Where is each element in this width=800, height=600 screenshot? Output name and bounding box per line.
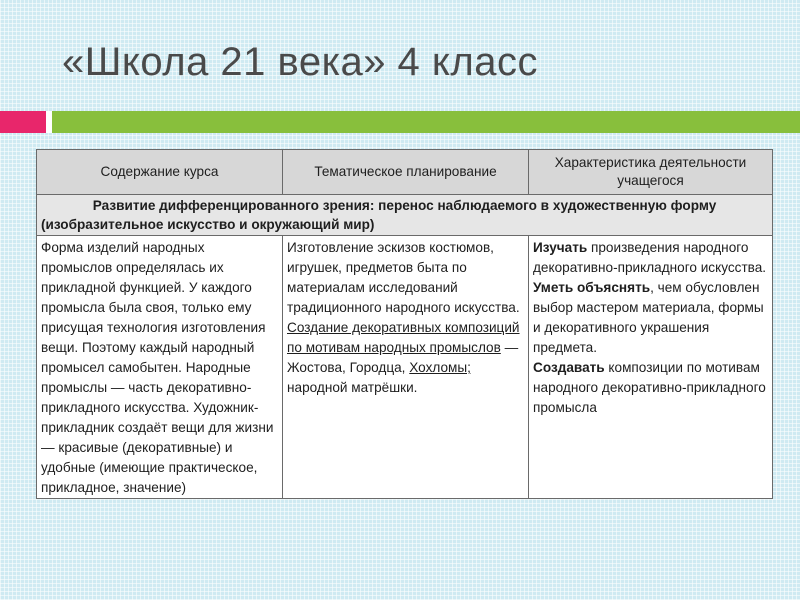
activity-verb-explain: Уметь объяснять <box>533 280 651 295</box>
accent-bar-pink <box>0 111 46 133</box>
planning-link-compositions: Создание декоративных композиций по мотивам народных промыслов <box>287 320 520 355</box>
slide-title: «Школа 21 века» 4 класс <box>62 40 538 84</box>
activity-text-3: композиции по мотивам народного декоративно-прикладного промысла <box>533 360 766 415</box>
planning-text-3: народной матрёшки. <box>287 380 418 395</box>
planning-cell <box>283 236 529 499</box>
activity-verb-study: Изучать <box>533 240 588 255</box>
section-subtitle: (изобразительное искусство и окружающий мир) <box>41 217 375 232</box>
activity-verb-create: Создавать <box>533 360 605 375</box>
activity-text-1: произведения народного декоративно-прикладного искусства. <box>533 240 767 275</box>
activity-text-2: , чем обусловлен выбор мастером материала, формы и декоративного украшения предмета. <box>533 280 764 355</box>
curriculum-table <box>36 149 773 499</box>
header-planning: Тематическое планирование <box>283 150 529 195</box>
planning-text-2: — Жостова, Городца, <box>287 340 519 375</box>
content-row <box>37 236 773 499</box>
section-row <box>37 195 773 236</box>
header-content: Содержание курса <box>37 150 283 195</box>
section-title: Развитие дифференцированного зрения: перенос наблюдаемого в художественную форму <box>92 198 717 213</box>
course-content-cell: Форма изделий народных промыслов определялась их прикладной функцией. У каждого промысла была своя, только ему присущая технология изготовления вещи. Поэтому каждый народный промысел самобытен. Народные промыслы — часть декоративно-прикладного искусства. Художник-прикладник создаёт вещи для жизни — красивые (декоративные) и удобные (имеющие практическое, прикладное, значение) <box>37 236 283 499</box>
header-row <box>37 150 773 195</box>
header-activity: Характеристика деятельности учащегося <box>529 150 773 195</box>
activity-cell <box>529 236 773 499</box>
planning-text: Изготовление эскизов костюмов, игрушек, предметов быта по материалам исследований традиционного народного искусства. <box>287 240 520 315</box>
accent-bar-green <box>52 111 800 133</box>
section-cell <box>37 195 773 236</box>
planning-link-khokhloma: Хохломы; <box>409 360 471 375</box>
